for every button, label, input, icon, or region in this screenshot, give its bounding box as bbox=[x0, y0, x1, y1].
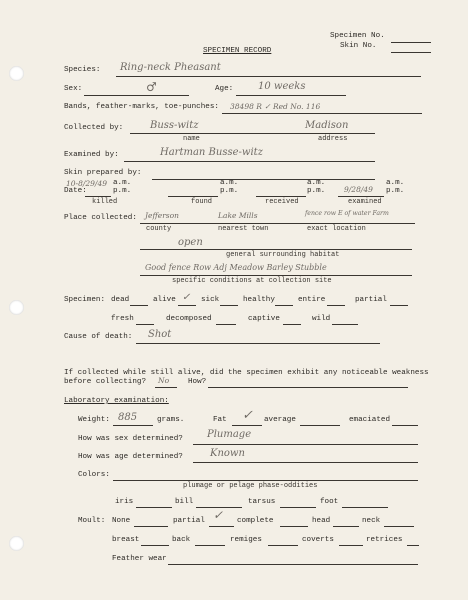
species-line bbox=[116, 76, 421, 77]
bands-line bbox=[222, 113, 422, 114]
sex-line bbox=[84, 95, 189, 96]
specimen-no-label: Specimen No. bbox=[330, 32, 385, 40]
moult-breast-line bbox=[141, 545, 169, 546]
pm-2: p.m. bbox=[220, 187, 239, 195]
collected-name-value: Buss-witz bbox=[150, 120, 199, 131]
habitat-value: open bbox=[178, 237, 203, 248]
opt-decomposed: decomposed bbox=[166, 315, 212, 323]
binder-hole-top bbox=[9, 66, 24, 81]
opt-captive-line bbox=[283, 324, 301, 325]
moult-partial-line bbox=[209, 526, 234, 527]
weight-line bbox=[113, 425, 153, 426]
sex-determined-value: Plumage bbox=[207, 429, 252, 440]
examined-date-value: 9/28/49 bbox=[344, 185, 373, 194]
examined-value: Hartman Busse-witz bbox=[160, 147, 263, 158]
moult-complete: complete bbox=[237, 517, 274, 525]
sex-label: Sex: bbox=[64, 85, 83, 93]
conditions-value: Good fence Row Adj Meadow Barley Stubble bbox=[145, 263, 327, 272]
habitat-line bbox=[140, 249, 412, 250]
date-received-line bbox=[256, 196, 306, 197]
place-county-sub: county bbox=[146, 225, 172, 233]
moult-complete-line bbox=[280, 526, 308, 527]
weakness-answer: No bbox=[158, 376, 170, 385]
grams-label: grams. bbox=[157, 416, 185, 424]
average-label: average bbox=[264, 416, 296, 424]
opt-sick-line bbox=[220, 305, 238, 306]
weakness-answer-line bbox=[155, 387, 177, 388]
specimen-no-line bbox=[391, 42, 431, 43]
date-found-line bbox=[168, 196, 218, 197]
age-determined-label: How was age determined? bbox=[78, 453, 183, 461]
fat-mark: ✓ bbox=[242, 408, 253, 423]
place-town-value: Lake Mills bbox=[218, 211, 258, 220]
emaciated-label: emaciated bbox=[349, 416, 391, 424]
age-determined-value: Known bbox=[210, 448, 245, 459]
emaciated-line bbox=[392, 425, 418, 426]
moult-back: back bbox=[172, 536, 191, 544]
species-value: Ring-neck Pheasant bbox=[120, 62, 221, 73]
weight-label: Weight: bbox=[78, 416, 110, 424]
moult-none-line bbox=[134, 526, 168, 527]
date-col-found: found bbox=[191, 198, 213, 206]
am-4: a.m. bbox=[386, 179, 405, 187]
opt-entire: entire bbox=[298, 296, 326, 304]
opt-wild: wild bbox=[312, 315, 331, 323]
collected-address-sub: address bbox=[318, 135, 348, 143]
skin-no-line bbox=[391, 52, 431, 53]
place-town-sub: nearest town bbox=[218, 225, 269, 233]
opt-healthy-line bbox=[275, 305, 293, 306]
page-title: SPECIMEN RECORD bbox=[203, 47, 272, 55]
examined-line bbox=[124, 161, 375, 162]
pm-1: p.m. bbox=[113, 187, 132, 195]
moult-remiges: remiges bbox=[230, 536, 262, 544]
species-label: Species: bbox=[64, 66, 101, 74]
colors-label: Colors: bbox=[78, 471, 110, 479]
date-label: Date: bbox=[64, 187, 87, 195]
place-exact-sub: exact location bbox=[307, 225, 366, 233]
collected-address-value: Madison bbox=[305, 120, 349, 131]
pm-3: p.m. bbox=[307, 187, 326, 195]
collected-name-sub: name bbox=[183, 135, 200, 143]
date-col-killed: killed bbox=[92, 198, 118, 206]
foot-line bbox=[342, 507, 388, 508]
cause-value: Shot bbox=[148, 329, 172, 340]
moult-breast: breast bbox=[112, 536, 140, 544]
age-determined-line bbox=[193, 462, 418, 463]
date-killed-line bbox=[85, 196, 111, 197]
habitat-sub: general surrounding habitat bbox=[226, 251, 340, 259]
opt-entire-line bbox=[327, 305, 345, 306]
plumage-sub: plumage or pelage phase-oddities bbox=[183, 482, 318, 490]
sex-determined-line bbox=[193, 444, 418, 445]
weakness-how-line bbox=[208, 387, 408, 388]
date-col-examined: examined bbox=[348, 198, 382, 206]
moult-retrices-line bbox=[407, 545, 419, 546]
binder-hole-bottom bbox=[9, 536, 24, 551]
opt-fresh: fresh bbox=[111, 315, 134, 323]
weakness-how-label: How? bbox=[188, 378, 207, 386]
opt-wild-line bbox=[332, 324, 358, 325]
moult-partial: partial bbox=[173, 517, 205, 525]
lab-title: Laboratory examination: bbox=[64, 397, 169, 405]
tarsus-label: tarsus bbox=[248, 498, 276, 506]
moult-retrices: retrices bbox=[366, 536, 403, 544]
opt-healthy: healthy bbox=[243, 296, 275, 304]
moult-neck-line bbox=[384, 526, 414, 527]
fat-line bbox=[232, 425, 262, 426]
moult-back-line bbox=[195, 545, 225, 546]
place-label: Place collected: bbox=[64, 214, 137, 222]
moult-head: head bbox=[312, 517, 331, 525]
sex-value: ♂ bbox=[146, 80, 157, 94]
date-examined-line bbox=[338, 196, 384, 197]
weakness-question-line1: If collected while still alive, did the specimen exhibit any noticeable weakness bbox=[64, 369, 429, 377]
age-value: 10 weeks bbox=[258, 81, 306, 92]
date-col-received: received bbox=[265, 198, 299, 206]
opt-dead-line bbox=[130, 305, 148, 306]
cause-line bbox=[136, 343, 380, 344]
skin-no-label: Skin No. bbox=[340, 42, 377, 50]
opt-alive-line bbox=[178, 305, 196, 306]
conditions-line bbox=[140, 275, 412, 276]
moult-coverts-line bbox=[339, 545, 363, 546]
age-label: Age: bbox=[215, 85, 234, 93]
binder-hole-middle bbox=[9, 300, 24, 315]
opt-sick: sick bbox=[201, 296, 220, 304]
opt-dead: dead bbox=[111, 296, 130, 304]
feather-wear-label: Feather wear bbox=[112, 555, 167, 563]
pm-4: p.m. bbox=[386, 187, 405, 195]
moult-remiges-line bbox=[268, 545, 298, 546]
moult-partial-mark: ✓ bbox=[213, 508, 224, 522]
opt-partial-line bbox=[390, 305, 408, 306]
place-line bbox=[140, 223, 415, 224]
bands-label: Bands, feather-marks, toe-punches: bbox=[64, 103, 219, 111]
am-3: a.m. bbox=[307, 179, 326, 187]
place-exact-value: fence row E of water Farm bbox=[305, 210, 389, 217]
opt-captive: captive bbox=[248, 315, 280, 323]
opt-partial: partial bbox=[355, 296, 387, 304]
am-1: a.m. bbox=[113, 179, 132, 187]
bill-label: bill bbox=[175, 498, 194, 506]
foot-label: foot bbox=[320, 498, 339, 506]
am-2: a.m. bbox=[220, 179, 239, 187]
feather-wear-line bbox=[168, 564, 418, 565]
skin-prepared-line bbox=[152, 179, 375, 180]
examined-label: Examined by: bbox=[64, 151, 119, 159]
opt-alive: alive bbox=[153, 296, 176, 304]
opt-alive-mark: ✓ bbox=[182, 292, 191, 303]
colors-line bbox=[113, 480, 418, 481]
opt-decomposed-line bbox=[216, 324, 236, 325]
iris-label: iris bbox=[115, 498, 134, 506]
collected-label: Collected by: bbox=[64, 124, 124, 132]
bands-value: 38498 R ✓ Red No. 116 bbox=[230, 102, 321, 111]
average-line bbox=[300, 425, 340, 426]
age-line bbox=[236, 95, 346, 96]
moult-coverts: coverts bbox=[302, 536, 334, 544]
moult-label: Moult: bbox=[78, 517, 106, 525]
moult-head-line bbox=[333, 526, 359, 527]
place-county-value: Jefferson bbox=[145, 211, 179, 220]
cause-label: Cause of death: bbox=[64, 333, 133, 341]
tarsus-line bbox=[280, 507, 316, 508]
skin-prepared-label: Skin prepared by: bbox=[64, 169, 142, 177]
conditions-sub: specific conditions at collection site bbox=[172, 277, 332, 285]
moult-neck: neck bbox=[362, 517, 381, 525]
specimen-label: Specimen: bbox=[64, 296, 106, 304]
skin-prepared-date: 10-8/29/49 bbox=[66, 179, 107, 188]
collected-line bbox=[130, 133, 375, 134]
moult-none: None bbox=[112, 517, 131, 525]
weakness-question-line2: before collecting? bbox=[64, 378, 147, 386]
fat-label: Fat bbox=[213, 416, 227, 424]
iris-line bbox=[136, 507, 172, 508]
weight-value: 885 bbox=[118, 412, 138, 423]
sex-determined-label: How was sex determined? bbox=[78, 435, 183, 443]
opt-fresh-line bbox=[136, 324, 154, 325]
